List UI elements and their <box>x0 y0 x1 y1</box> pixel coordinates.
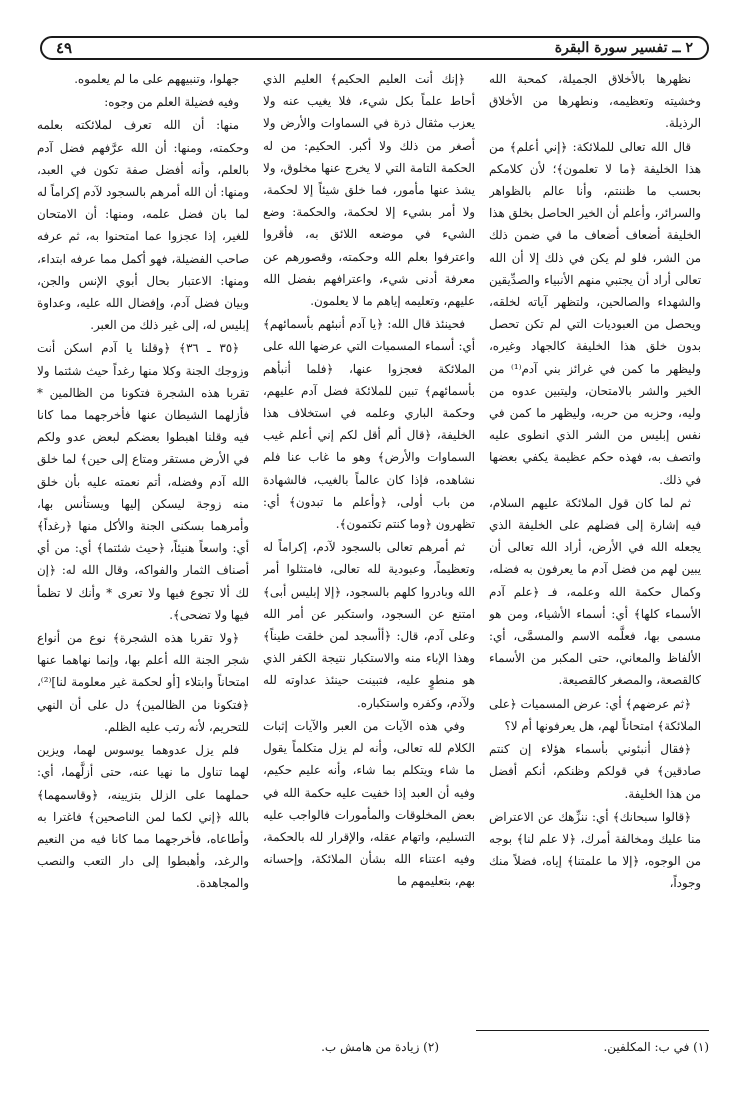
paragraph: ﴿إنك أنت العليم الحكيم﴾ العليم الذي أحاط علماً بكل شيء، فلا يغيب عنه ولا يعزب مثقال ذرة في السماوات والأرض ولا أصغر من ذلك ولا أكبر. الحكيم: من له الحكمة التامة التي لا يخرج عنها مخلوق، ولا يشذ عنها مأمور، فما خلق شيئاً إلا لحكمة، ولا أمر بشيء إلا لحكمة، والحكمة: وضع الشيء في موضعه اللائق به، فأقروا واعترفوا بعلم الله وحكمته، وقصورهم عن معرفة أدنى شيء، واعترافهم بفضل الله عليهم، وتعليمه إياهم ما لا يعلمون. <box>263 72 475 309</box>
paragraph: فلم يزل عدوهما يوسوس لهما، ويزين لهما تناول ما نهيا عنه، حتى أزلَّهما، أي: حملهما على الزلل بتزيينه، ﴿وقاسمهما﴾ بالله ﴿إني لكما لمن الناصحين﴾ فاغترا به وأطاعاه، فأخرجهما مما كانا فيه من النعيم والرغد، وأهبطوا إلى دار التعب والنصب والمجاهدة. <box>37 743 249 891</box>
paragraph: ثم لما كان قول الملائكة عليهم السلام، فيه إشارة إلى فضلهم على الخليفة الذي يجعله الله في الأرض، أراد الله تعالى أن يبين لهم من فضل آدم ما يعرفون به فضله، وكمال حكمة الله وعلمه، فـ ﴿علم آدم الأسماء كلها﴾ أي: أسماء الأشياء، ومن هو مسمى بها، فعلَّمه الاسم والمسمَّى، أي: الألفاظ والمعاني، حتى المكبر من الأسماء كالقصعة، والمصغر كالقصيعة. <box>489 495 701 688</box>
paragraph: ﴿ولا تقربا هذه الشجرة﴾ نوع من أنواع شجر الجنة الله أعلم بها، وإنما نهاهما عنها امتحاناً وابتلاء [أو لحكمة غير معلومة لنا]⁽²⁾، ﴿فتكونا من الظالمين﴾ دل على أن النهي للتحريم، لأنه رتب عليه الظلم. <box>37 631 249 734</box>
paragraph: جهلوا، وتنبيههم على ما لم يعلموه. <box>74 72 239 86</box>
column-left <box>37 68 249 1020</box>
paragraph: فحينئذ قال الله: ﴿يا آدم أنبئهم بأسمائهم﴾ أي: أسماء المسميات التي عرضها الله على الملائكة فعجزوا عنها، ﴿فلما أنبأهم بأسمائهم﴾ تبين للملائكة فضل آدم عليهم، وحكمة الباري وعلمه في استخلاف هذا الخليفة، ﴿قال ألم أقل لكم إني أعلم غيب السماوات والأرض﴾ وهو ما غاب عنا فلم نشاهده، فإذا كان عالماً بالغيب، فالشهادة من باب أولى، ﴿وأعلم ما تبدون﴾ أي: تظهرون ﴿وما كنتم تكتمون﴾. <box>263 317 475 532</box>
footnote-1: (١) في ب: المكلفين. <box>603 1040 709 1054</box>
footnote-divider <box>476 1030 709 1031</box>
paragraph: ﴿٣٥ ـ ٣٦﴾ ﴿وقلنا يا آدم اسكن أنت وزوجك الجنة وكلا منها رغداً حيث شئتما ولا تقربا هذه الشجرة فتكونا من الظالمين * فأزلهما الشيطان عنها فأخرجهما مما كانا فيه وقلنا اهبطوا بعضكم لبعض عدو ولكم في الأرض مستقر ومتاع إلى حين﴾ لما خلق الله آدم وفضله، أتم نعمته عليه بأن خلق منه زوجة ليسكن إليها ويستأنس بها، وأمرهما بسكنى الجنة والأكل منها ﴿رغداً﴾ أي: واسعاً هنيئاً، ﴿حيث شئتما﴾ أي: من أي أصناف الثمار والفواكه، وقال الله له: ﴿إن لك ألا تجوع فيها ولا تعرى * وأنك لا تظمأ فيها ولا تضحى﴾. <box>37 341 249 622</box>
page-number: ٤٩ <box>56 39 73 57</box>
paragraph: نظهرها بالأخلاق الجميلة، كمحبة الله وخشيته وتعظيمه، ونطهرها من الأخلاق الرذيلة. <box>489 72 701 131</box>
paragraph: وفيه فضيلة العلم من وجوه: <box>104 95 239 110</box>
paragraph: ﴿فقال أنبئوني بأسماء هؤلاء إن كنتم صادقين﴾ في قولكم وظنكم، أنكم أفضل من هذا الخليفة. <box>489 742 701 801</box>
paragraph: ثم أمرهم تعالى بالسجود لآدم، إكراماً له وتعظيماً، وعبودية لله تعالى، فامتثلوا أمر الله وبادروا كلهم بالسجود، ﴿إلا إبليس أبى﴾ امتنع عن السجود، واستكبر عن أمر الله وعلى آدم، قال: ﴿أأسجد لمن خلقت طيناً﴾ وهذا الإباء منه والاستكبار نتيجة الكفر الذي هو منطوٍ عليه، فتبينت حينئذ عداوته لله ولآدم، وكفره واستكباره. <box>263 540 475 710</box>
running-title: ٢ ــ تفسير سورة البقرة <box>554 40 693 56</box>
paragraph: منها: أن الله تعرف لملائكته بعلمه وحكمته، ومنها: أن الله عرَّفهم فضل آدم بالعلم، وأنه أفضل صفة تكون في العبد، ومنها: أن الله أمرهم بالسجود لآدم إكراماً له لما بان فضل علمه، ومنها: أن الامتحان للغير، إذا عجزوا عما امتحنوا به، ثم عرفه صاحب الفضيلة، فهو أكمل مما عرفه ابتداء، ومنها: الاعتبار بحال أبوي الإنس والجن، وبيان فضل آدم، وإفضال الله عليه، وعداوة إبليس له، إلى غير ذلك من العبر. <box>37 118 249 333</box>
column-middle <box>263 68 475 1020</box>
footnotes <box>40 1040 709 1062</box>
paragraph: ﴿ثم عرضهم﴾ أي: عرض المسميات ﴿على الملائكة﴾ امتحاناً لهم، هل يعرفونها أم لا؟ <box>489 696 701 733</box>
paragraph: قال الله تعالى للملائكة: ﴿إني أعلم﴾ من هذا الخليفة ﴿ما لا تعلمون﴾؛ لأن كلامكم بحسب ما ظننتم، وأنا عالم بالظواهر والسرائر، وأعلم أن الخير الحاصل بخلق هذا الخليفة أضعاف أضعاف ما في ضمن ذلك من الشر، فلو لم يكن في ذلك إلا أن الله تعالى أراد أن يجتبي منهم الأنبياء والصدِّيقين والشهداء والصالحين، ولتظهر آياته لخلقه، ويحصل من العبوديات التي لم تكن تحصل بدون خلق هذا الخليفة كالجهاد وغيره، وليظهر ما كمن في غرائز بني آدم⁽¹⁾ من الخير والشر بالامتحان، وليتبين عدوه من وليه، وحزبه من حربه، وليظهر ما كمن في نفس إبليس من الشر الذي انطوى عليه واتصف به، فهذه حكم عظيمة يكفي بعضها في ذلك. <box>489 139 701 487</box>
column-right <box>489 68 701 1020</box>
paragraph: وفي هذه الآيات من العبر والآيات إثبات الكلام لله تعالى، وأنه لم يزل متكلماً يقول ما شاء ويتكلم بما شاء، وأنه عليم حكيم، وفيه أن العبد إذا خفيت عليه حكمة الله في بعض المخلوقات والمأمورات فالواجب عليه التسليم، واتهام عقله، والإقرار لله بالحكمة، وفيه اعتناء الله بشأن الملائكة، وإحسانه بهم، بتعليمهم ما <box>263 718 475 889</box>
page-header <box>40 36 709 60</box>
paragraph: ﴿قالوا سبحانك﴾ أي: ننزِّهك عن الاعتراض منا عليك ومخالفة أمرك، ﴿لا علم لنا﴾ بوجه من الوجوه، ﴿إلا ما علمتنا﴾ إياه، فضلاً منك وجوداً، <box>489 809 701 891</box>
footnote-2: (٢) زيادة من هامش ب. <box>321 1040 439 1054</box>
